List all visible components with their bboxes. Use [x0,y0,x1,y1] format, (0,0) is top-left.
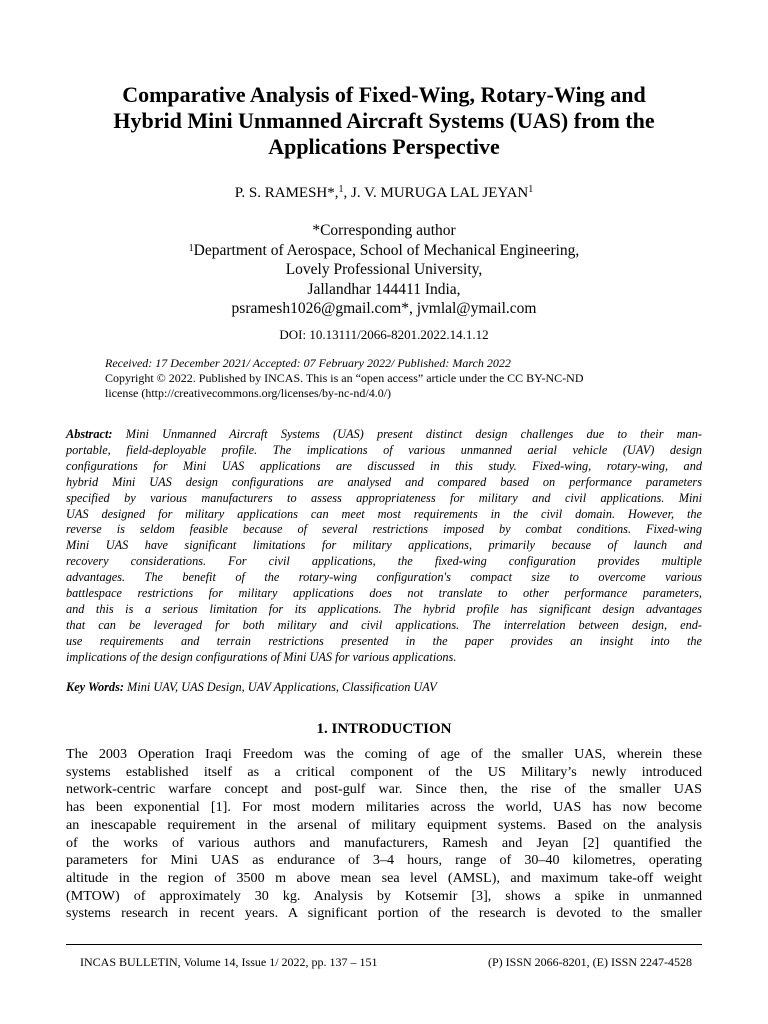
keywords-label: Key Words: [66,680,124,694]
body-line: systems established itself as a critical component of the US Military’s newly introduced [66,763,702,780]
abstract-line: UAS designed for military applications can meet most requirements in the civil domain. However, the [66,506,702,521]
affiliation-block [0,221,768,319]
section-heading: 1. INTRODUCTION [316,721,452,737]
doi[interactable]: DOI: 10.13111/2066-8201.2022.14.1.12 [279,327,489,342]
keywords-text: Mini UAV, UAS Design, UAV Applications, Classification UAV [123,680,437,694]
footer-divider [66,944,702,945]
abstract-line: reverse is seldom feasible because of several restrictions imposed by combat conditions. Fixed-wing [66,522,702,537]
department-line [0,241,768,261]
body-line: The 2003 Operation Iraqi Freedom was the coming of age of the smaller UAS, wherein these [66,746,702,762]
abstract-line: configurations for Mini UAS applications are discussed in this study. Fixed-wing, rotary-wing, and [66,458,702,473]
affiliation-marker: 1 [528,184,534,195]
issn-info: (P) ISSN 2066-8201, (E) ISSN 2247-4528 [488,955,692,969]
department-text: Department of Aerospace, School of Mechanical Engineering, [193,241,580,259]
publication-info [105,356,584,401]
title-line: Hybrid Mini Unmanned Aircraft Systems (UAS) from the [113,108,655,133]
body-line: systems research in recent years. A significant portion of the research is devoted to the smaller [66,905,702,922]
abstract-label: Abstract: [66,427,113,441]
city-line: Jallandhar 144411 India, [307,280,461,298]
email-line[interactable]: psramesh1026@gmail.com*, jvmlal@ymail.com [231,300,537,317]
abstract-text: Mini Unmanned Aircraft Systems (UAS) present distinct design challenges due to their man- [112,427,702,441]
journal-citation: INCAS BULLETIN, Volume 14, Issue 1/ 2022, pp. 137 – 151 [80,955,378,969]
body-line: network-centric warfare concept and post-gulf war. Since then, the rise of the smaller UAS [66,781,702,798]
author-name: J. V. MURUGA LAL JEYAN [351,185,529,201]
abstract-line: specified by various manufacturers to assess appropriateness for military and civil applications. Mini [66,490,702,505]
body-line: of the works of various authors and manufacturers, Ramesh and Jeyan [2] quantified the [66,834,702,851]
author-separator: , [343,185,352,201]
abstract-line: hybrid Mini UAS design configurations are analysed and compared based on performance parameters [66,474,702,489]
abstract-line: use requirements and terrain restrictions presented in the paper provides an insight into the [66,633,702,648]
body-line: altitude in the region of 3500 m above mean sea level (AMSL), and maximum take-off weight [66,869,702,886]
abstract-line: Mini UAS have significant limitations for military applications, primarily because of launch and [66,538,702,553]
body-line: parameters for Mini UAS as endurance of 3–4 hours, range of 30–40 kilometres, operating [66,852,702,869]
abstract-line [66,427,702,443]
title-line: Comparative Analysis of Fixed-Wing, Rotary-Wing and [122,82,646,107]
body-line: an inescapable requirement in the arsenal of military equipment systems. Based on the analysis [66,816,702,833]
paper-title [40,82,728,160]
abstract-line: portable, field-deployable profile. The implications of various unmanned aerial vehicle (UAV) design [66,442,702,457]
publication-dates: Received: 17 December 2021/ Accepted: 07 February 2022/ Published: March 2022 [105,356,511,370]
corresponding-author-note: *Corresponding author [312,222,456,239]
affiliation-marker: 1 [338,184,344,195]
body-text [66,746,702,923]
author-list [0,183,768,203]
abstract-line: and this is a serious limitation for its applications. The hybrid profile has significant design advantages [66,601,702,616]
keywords [66,679,437,695]
abstract [66,427,702,666]
abstract-line: implications of the design configurations of Mini UAS for various applications. [66,649,457,664]
title-line: Applications Perspective [268,134,500,159]
abstract-line: battlespace restrictions for military applications does not translate to other performance parameters, [66,586,702,601]
copyright-line: Copyright © 2022. Published by INCAS. This is an “open access” article under the CC BY-NC-ND [105,371,584,385]
abstract-line: that can be leveraged for both military and civil applications. The interrelation between design, end- [66,617,702,632]
abstract-line: recovery considerations. For civil applications, the fixed-wing configuration provides multiple [66,554,702,569]
author-name: P. S. RAMESH*, [234,185,339,201]
body-line: has been exponential [1]. For most modern militaries across the world, UAS has now become [66,799,702,816]
affiliation-marker: 1 [188,242,194,254]
university-line: Lovely Professional University, [285,261,483,278]
license-line[interactable]: license (http://creativecommons.org/licenses/by-nc-nd/4.0/) [105,386,392,400]
body-line: (MTOW) of approximately 30 kg. Analysis by Kotsemir [3], shows a spike in unmanned [66,887,702,904]
abstract-line: advantages. The benefit of the rotary-wing configuration's compact size to overcome various [66,570,702,585]
